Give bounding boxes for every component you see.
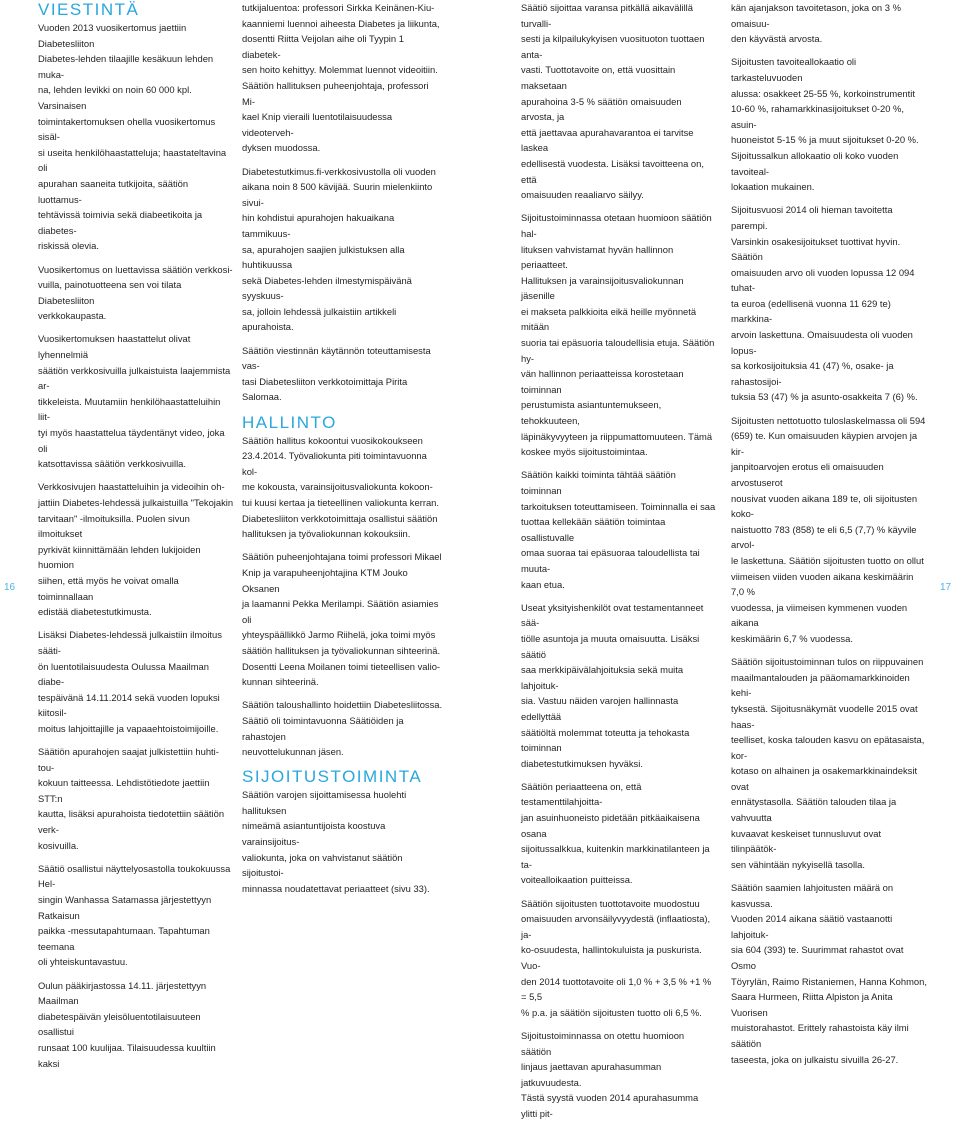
text-line: tehtävissä toimivia sekä diabeetikoita ja diabetes- [38,209,203,236]
paragraph-gap [521,460,716,468]
text-line: Sijoitustoiminnassa otetaan huomioon säätiön hal- [521,212,712,239]
text-line: Knip ja varapuheenjohtajina KTM Jouko Oksanen [242,566,408,594]
text-line: (659) te. Kun omaisuuden käypien arvojen ja kir- [731,430,918,457]
text-line: apurahan saaneita tutkijoita, säätiön luottamus- [38,177,189,205]
text-line: 10-60 %, rahamarkkinasijoitukset 0-20 %, asuin- [731,103,904,130]
paragraph-gap [38,970,234,978]
text-line: sesti ja kilpailukykyisen vuosituoton tuottaen anta- [521,33,705,60]
text-line: ta euroa (edellisenä vuonna 11 629 te) markkina- [731,297,891,325]
text-line: aikana noin 8 500 kävijää. Suurin mielenkiinto sivui- [242,181,433,208]
text-line: omaisuuden arvo oli vuoden lopussa 12 094 tuhat- [731,266,915,294]
text-line: katsottavissa säätiön verkkosivuilla. [38,458,186,470]
text-line: voitealloikaation puitteissa. [521,874,633,886]
paragraph-gap [731,405,927,413]
text-line: Säätiön apurahojen saajat julkistettiin huhti-tou- [38,746,219,773]
text-line: keskimäärin 6,7 % vuodessa. [731,632,853,644]
column-1-body [38,20,234,1071]
text-line: sia 604 (393) te. Suurimmat rahastot ovat Osmo [731,944,904,971]
text-line: sa, jolloin lehdessä julkaistiin artikkeli apurahoista. [242,305,397,333]
text-line: Säätiön hallitus kokoontui vuosikokoukseen [242,434,423,446]
text-line: tarkoituksen toteuttamiseen. Toiminnalla ei saa [521,500,716,512]
text-line: Säätiön puheenjohtajana toimi professori Mikael [242,551,442,563]
text-line: dosentti Riitta Veijolan aihe oli Tyypin 1 diabetek- [242,33,404,60]
text-line: dyksen muodossa. [242,142,321,154]
text-line: kuvaavat keskeiset tunnusluvut ovat tilinpäätök- [731,827,882,855]
text-line: suoria tai epäsuoria taloudellisia etuja. Säätiön hy- [521,337,715,364]
text-line: Säätiö osallistui näyttelyosastolla toukokuussa Hel- [38,862,231,890]
text-line: omaisuuden arvonsäilyvyydestä (inflaatiosta), ja- [521,913,711,940]
text-line: ko-osuudesta, hallintokuluista ja puskurista. Vuo- [521,944,702,971]
text-line: diabetestutkimuksen hyväksi. [521,757,643,769]
column-3-body [521,0,716,1122]
paragraph-gap [521,592,716,600]
section-heading-hallinto: HALLINTO [242,412,337,432]
page-number-left: 16 [4,582,16,593]
text-line: alussa: osakkeet 25-55 %, korkoinstrumentit [731,87,915,99]
paragraph-gap [521,1020,716,1028]
text-line: sa, apurahojen saajien julkistuksen alla huhtikuussa [242,243,405,271]
text-line: kosivuilla. [38,839,79,851]
column-4 [731,0,927,1067]
text-line: kotaso on alhainen ja osakemarkkinaindeksit ovat [731,765,918,792]
paragraph-gap [242,690,443,698]
paragraph-gap [731,872,927,880]
text-line: linjaus jaettavan apurahasumman jatkuvuudesta. [521,1061,662,1088]
column-2-body-c [242,787,443,896]
text-line: valiokunta, joka on vahvistanut säätiön sijoitustoi- [242,851,403,879]
text-line: Lisäksi Diabetes-lehdessä julkaistiin ilmoitus sääti- [38,629,222,656]
text-line: Tästä syystä vuoden 2014 apurahasumma ylitti pit- [521,1092,699,1119]
text-line: saa merkkipäivälahjoituksia sekä muita lahjoituk- [521,664,684,691]
text-line: siihen, että myös he voivat omalla toiminnallaan [38,574,179,602]
text-line: huoneistot 5-15 % ja muut sijoitukset 0-20 %. [731,134,919,146]
paragraph-gap [521,771,716,779]
paragraph-gap [731,195,927,203]
text-line: omaa suoraa tai epäsuoraa taloudellista tai muuta- [521,547,700,574]
text-line: sa korkosijoituksia 41 (47) %, osake- ja rahastosijoi- [731,360,894,387]
text-line: teelliset, koska talouden kasvu on epätasaista, kor- [731,734,925,761]
text-line: tiölle asuntoja ja muuta omaisuutta. Lisäksi säätiö [521,632,700,660]
text-line: runsaat 100 kuulijaa. Tilaisuudessa kuultiin kaksi [38,1041,216,1069]
text-line: Oulun pääkirjastossa 14.11. järjestettyyn Maailman [38,979,207,1007]
text-line: Sijoitusten nettotuotto tuloslaskelmassa oli 594 [731,414,926,426]
text-line: ön luentotilaisuudesta Oulussa Maailman diabe- [38,660,209,688]
page-number-right: 17 [940,582,952,593]
text-line: riskissä olevia. [38,240,99,252]
text-line: kaan etua. [521,578,565,590]
text-line: säätiön hallituksen ja työvaliokunnan sihteerinä. [242,644,441,656]
text-line: Sijoitussalkun allokaatio oli koko vuoden tavoiteal- [731,149,899,177]
text-line: Saara Hurmeen, Riitta Alpiston ja Anita Vuorisen [731,991,893,1018]
text-line: kän ajanjakson tavoitetason, joka on 3 % omaisuu- [731,2,901,29]
paragraph-gap [38,472,234,480]
section-heading-viestinta: VIESTINTÄ [38,0,140,19]
text-line: Säätiön taloushallinto hoidettiin Diabetesliitossa. [242,699,443,711]
paragraph-gap [242,542,443,550]
text-line: naistuotto 783 (858) te eli 6,5 (7,7) % käyvile arvol- [731,523,917,551]
text-line: hin kohdistui apurahojen hakuaikana tammikuus- [242,212,395,239]
text-line: Verkkosivujen haastatteluihin ja videoihin oh- [38,481,225,493]
text-line: läpinäkyvyyteen ja riippumattomuuteen. Tämä [521,430,713,442]
text-line: tui kuusi kertaa ja tieteellinen valiokunta kerran. [242,497,439,508]
text-line: sijoitussalkkua, kuitenkin markkinatilanteen ja ta- [521,843,710,870]
text-line: Säätiön sijoitustoiminnan tulos on riippuvainen [731,656,924,668]
text-line: Töyrylän, Raimo Ristaniemen, Hanna Kohmon, [731,975,927,987]
text-line: paikka -messutapahtumaan. Tapahtuman teemana [38,925,210,952]
text-line: ei makseta palkkioita eikä heille myönnetä mitään [521,305,697,333]
text-line: perustumista asiantuntemukseen, tehokkuuteen, [521,399,662,427]
text-line: Varsinkin osakesijoitukset tuottivat hyvin. Säätiön [731,235,901,263]
text-line: Diabetestutkimus.fi-verkkosivustolla oli vuoden [242,165,436,177]
paragraph-gap [731,647,927,655]
text-line: lituksen vahvistamat hyvän hallinnon periaatteet. [521,243,674,271]
text-line: tuksia 53 (47) % ja asunto-osakkeita 7 (6) %. [731,391,918,403]
text-line: neuvottelukunnan jäsen. [242,746,344,758]
text-line: jattiin Diabetes-lehdessä julkaistuilla "Tekojakin [38,497,234,508]
text-line: kaanniemi luennoi aiheesta Diabetes ja liikunta, [242,17,440,29]
text-line: kautta, lisäksi apurahoista tiedotettiin säätiön verk- [38,808,225,836]
text-line: singin Wanhassa Satamassa järjestettyyn Ratkaisun [38,894,212,921]
text-line: Hallituksen ja varainsijoitusvaliokunnan jäsenille [521,274,684,302]
text-line: Sijoitusvuosi 2014 oli hieman tavoitetta parempi. [731,204,893,231]
text-line: kokuun taitteessa. Lehdistötiedote jaettiin STT:n [38,777,210,804]
text-line: Dosentti Leena Moilanen toimi tieteellisen valio- [242,660,441,672]
text-line: ennätystasolla. Säätiön talouden tilaa ja vahvuutta [731,796,897,824]
text-line: verkkokaupasta. [38,310,107,322]
text-line: oli yhteiskuntavastuu. [38,956,128,968]
text-line: 23.4.2014. Työvaliokunta piti toimintavuonna kol- [242,450,427,477]
text-line: vasti. Tuottotavoite on, että vuosittain maksetaan [521,64,676,91]
text-line: na, lehden levikki on noin 60 000 kpl. Varsinaisen [38,84,192,111]
text-line: kunnan sihteerinä. [242,676,319,688]
text-line: Vuosikertomus on luettavissa säätiön verkkosi- [38,263,233,275]
text-line: Säätiön viestinnän käytännön toteuttamisesta vas- [242,344,431,372]
text-line: tyksestä. Sijoitusnäkymät vuodelle 2015 ovat haas- [731,702,918,730]
text-line: Säätiön periaatteena on, että testamenttilahjoitta- [521,780,642,808]
text-line: että jaettavaa apurahavarantoa ei tarvitse laskea [521,126,694,154]
text-line: janpitoarvojen erotus eli omaisuuden arvostuserot [731,461,884,488]
text-line: muistorahastot. Erittely rahastoista käy ilmi säätiön [731,1022,909,1049]
text-line: sekä Diabetes-lehden ilmestymispäivänä syyskuus- [242,274,412,302]
text-line: edistää diabetestutkimusta. [38,606,152,618]
text-line: omaisuuden reaaliarvo säilyy. [521,189,644,201]
text-line: le laskettuna. Säätiön sijoitusten tuotto on ollut [731,554,924,566]
text-line: hallituksen ja työvaliokunnan kokouksiin. [242,528,411,540]
paragraph-gap [38,737,234,745]
text-line: Säätiön varojen sijoittamisessa huolehti hallituksen [242,789,407,816]
text-line: vuodessa, ja viimeisen kymmenen vuoden aikana [731,601,908,629]
text-line: nimeämä asiantuntijoista koostuva varainsijoitus- [242,820,386,848]
text-line: Diabetes-lehden tilaajille kesäkuun lehden muka- [38,53,214,80]
text-line: Sijoitustoiminnassa on otettu huomioon säätiön [521,1029,685,1057]
text-line: me kokousta, varainsijoitusvaliokunta kokoon- [242,481,433,493]
text-line: Vuoden 2013 vuosikertomus jaettiin Diabetesliiton [38,22,187,49]
section-heading-sijoitustoiminta: SIJOITUSTOIMINTA [242,767,423,787]
text-line: apurahoina 3-5 % säätiön omaisuuden arvosta, ja [521,95,682,123]
text-line: viimeisen viiden vuoden aikana keskimäärin 7,0 % [731,570,914,598]
text-line: maailmantalouden ja pääomamarkkinoiden kehi- [731,671,910,699]
text-line: si useita henkilöhaastatteluja; haastateltavina oli [38,146,227,174]
text-line: Sijoitusten tavoiteallokaatio oli tarkasteluvuoden [731,56,857,83]
text-line: säätiöltä molemmat toteutta ja tehokasta toiminnan [521,726,690,754]
column-2-body-a [242,0,443,405]
text-line: % p.a. ja säätiön sijoitusten tuotto oli 6,5 %. [521,1006,702,1018]
text-line: jan asuinhuoneisto pidetään pitkäaikaisena osana [521,812,700,839]
text-line: tarvitaan" -ilmoituksilla. Puolen sivun ilmoitukset [38,512,190,540]
text-line: Säätiön sijoitusten tuottotavoite muodostuu [521,897,700,909]
text-line: tikkeleista. Muutamiin henkilöhaastatteluihin liit- [38,395,221,423]
text-line: taseesta, joka on julkaistu sivuilla 26-27. [731,1053,899,1065]
paragraph-gap [38,853,234,861]
paragraph-gap [38,254,234,262]
text-line: Useat yksityishenkilöt ovat testamentanneet sää- [521,601,704,629]
text-line: Säätiö sijoittaa varansa pitkällä aikavälillä turvalli- [521,2,693,29]
text-line: den käyvästä arvosta. [731,33,823,45]
paragraph-gap [242,335,443,343]
column-3 [521,0,716,1122]
text-line: arvoin laskettuna. Omaisuudesta oli vuoden lopus- [731,329,913,356]
text-line: ja laamanni Pekka Merilampi. Säätiön asiamies oli [242,598,439,625]
text-line: tespäivänä 14.11.2014 sekä vuoden lopuksi kiitosil- [38,691,220,719]
text-line: vän hallinnon periaatteissa korostetaan toiminnan [521,368,684,395]
text-line: minnassa noudatettavat periaatteet (sivu 33). [242,882,430,894]
paragraph-gap [38,324,234,332]
column-1 [38,0,234,1071]
text-line: lokaation mukainen. [731,181,815,193]
text-line: pyrkivät kiinnittämään lehden lukijoiden huomion [38,543,201,571]
text-line: den 2014 tuottotavoite oli 1,0 % + 3,5 % +1 % = 5,5 [521,975,712,1003]
text-line: Vuoden 2014 aikana säätiö vastaanotti lahjoituk- [731,913,893,940]
text-line: Säätiön kaikki toiminta tähtää säätiön toiminnan [521,469,676,496]
text-line: edellisestä vuodesta. Lisäksi tavoitteena on, että [521,157,704,185]
paragraph-gap [731,47,927,55]
column-2-body-b [242,433,443,760]
paragraph-gap [242,156,443,164]
text-line: diabetespäivän yleisöluentotilaisuuteen osallistui [38,1010,201,1038]
paragraph-gap [521,888,716,896]
text-line: moitus lahjoittajille ja vapaaehtoistoimijoille. [38,722,219,734]
text-line: toimintakertomuksen ohella vuosikertomus sisäl- [38,115,216,143]
text-line: tasi Diabetesliiton verkkotoimittaja Pirita Salomaa. [242,375,408,403]
paragraph-gap [521,203,716,211]
column-2 [242,0,443,896]
text-line: Vuosikertomuksen haastattelut olivat lyhennelmiä [38,333,191,361]
text-line: sen hoito kehittyy. Molemmat luennot videoitiin. [242,64,438,76]
text-line: tyi myös haastattelua täydentänyt video, joka oli [38,427,225,454]
text-line: tuottaa kellekään säätiön toimintaa osallistuvalle [521,516,666,543]
text-line: Säätiön saamien lahjoitusten määrä on kasvussa. [731,882,894,909]
text-line: koskee myös sijoitustoimintaa. [521,446,648,458]
text-line: tutkijaluentoa: professori Sirkka Keinänen-Kiu- [242,2,435,13]
paragraph-gap [38,620,234,628]
text-line: kael Knip vieraili luentotilaisuudessa videoterveh- [242,111,393,138]
text-line: Säätiö oli toimintavuonna Säätiöiden ja rahastojen [242,714,404,742]
text-line: Diabetesliiton verkkotoimittaja osallistui säätiön [242,512,438,524]
text-line: nousivat vuoden aikana 189 te, oli sijoitusten koko- [731,492,918,520]
text-line: Säätiön hallituksen puheenjohtaja, professori Mi- [242,79,429,107]
text-line: sen vähintään nykyisellä tasolla. [731,858,865,870]
text-line: sia. Vastuu näiden varojen hallinnasta edellyttää [521,695,679,722]
column-4-body [731,0,927,1067]
text-line: vuilla, painotuotteena sen voi tilata Diabetesliiton [38,279,182,306]
text-line: yhteyspäällikkö Jarmo Riihelä, joka toimi myös [242,629,436,641]
text-line: säätiön verkkosivuilla julkaistuista laajemmista ar- [38,364,231,392]
